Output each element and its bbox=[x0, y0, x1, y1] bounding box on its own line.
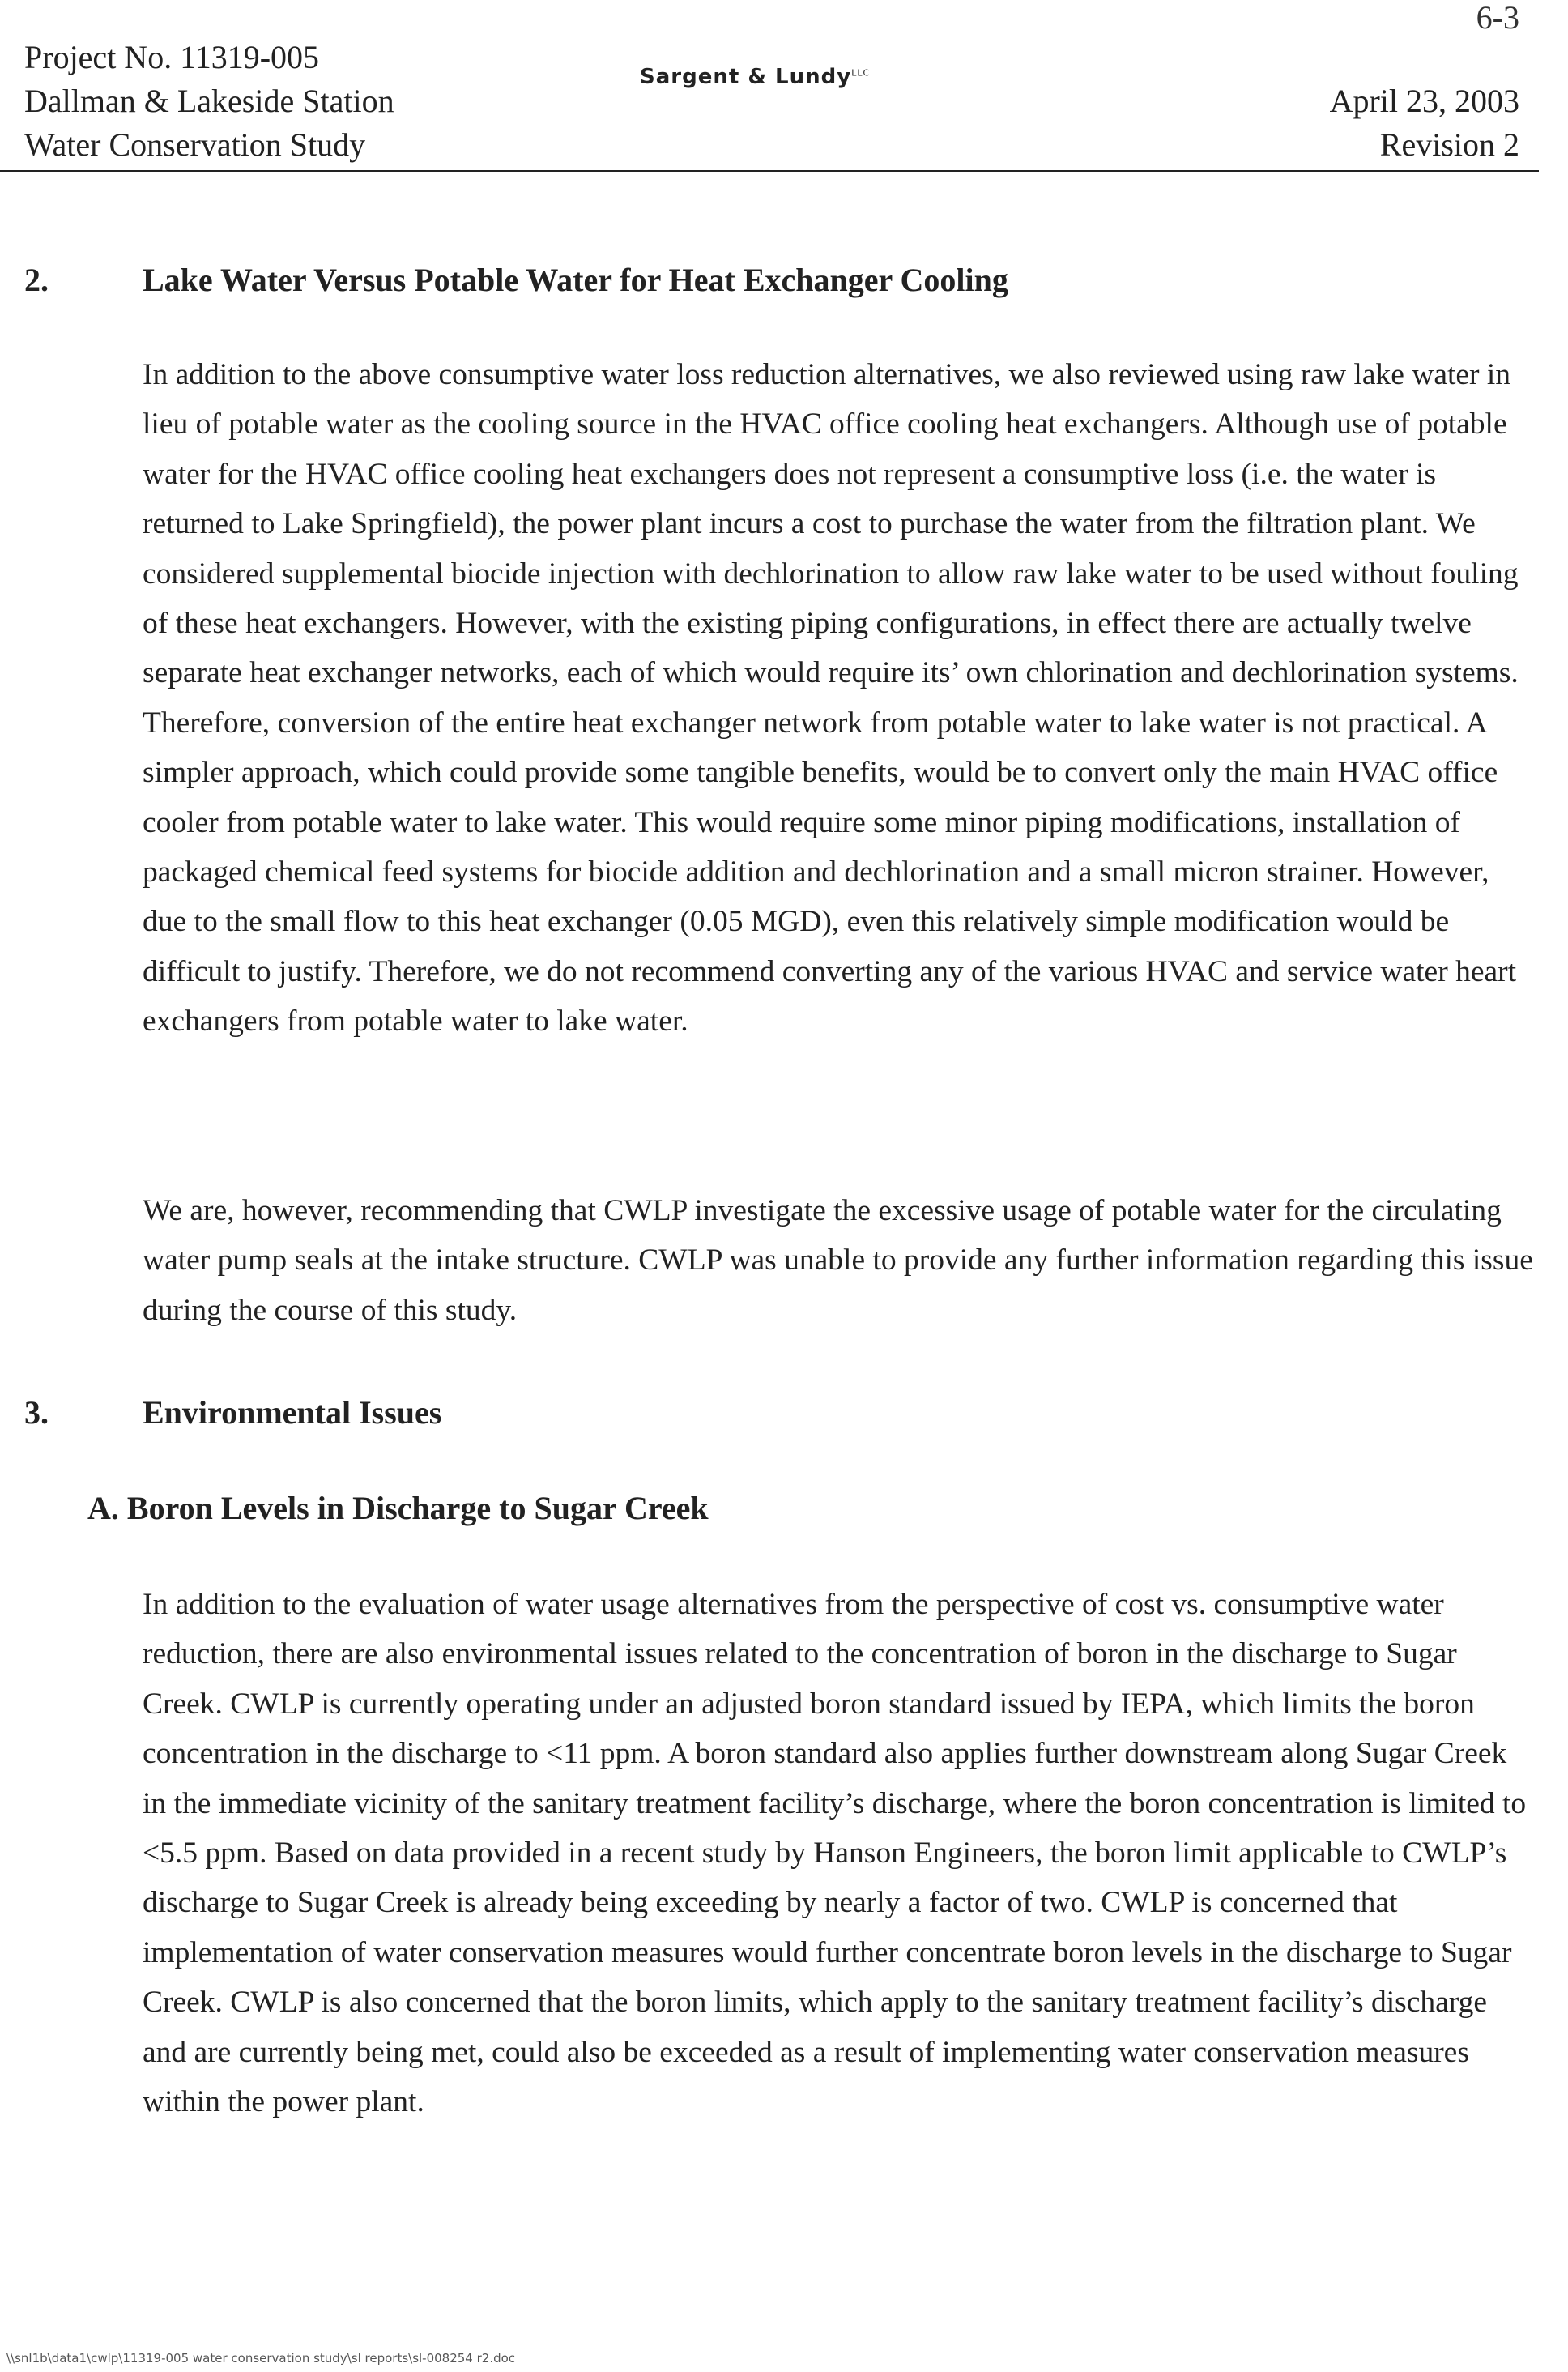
revision-label: Revision 2 bbox=[1379, 126, 1519, 163]
section-3-title: Environmental Issues bbox=[143, 1394, 442, 1431]
section-3-number: 3. bbox=[24, 1394, 49, 1431]
page-header bbox=[0, 36, 1568, 165]
logo-text: Sargent & Lundy bbox=[640, 65, 852, 89]
section-2-heading bbox=[24, 261, 1482, 301]
header-right-block bbox=[1330, 79, 1519, 167]
header-divider bbox=[0, 170, 1539, 172]
section-2-number: 2. bbox=[24, 262, 49, 298]
station-name: Dallman & Lakeside Station bbox=[24, 83, 394, 119]
section-3-heading bbox=[24, 1393, 1482, 1434]
page-number: 6-3 bbox=[1476, 0, 1519, 36]
file-path-footer: \\snl1b\data1\cwlp\11319-005 water conservation study\sl reports\sl-008254 r2.doc bbox=[6, 2351, 516, 2366]
study-name: Water Conservation Study bbox=[24, 126, 366, 163]
logo-suffix: LLC bbox=[851, 67, 871, 79]
subsection-a-heading: A. Boron Levels in Discharge to Sugar Creek bbox=[87, 1490, 709, 1526]
project-number: Project No. 11319-005 bbox=[24, 39, 320, 75]
section-2-paragraph-2: We are, however, recommending that CWLP investigate the excessive usage of potable water for the circulating water pump seals at the intake structure. CWLP was unable to provide any further information regarding this issue during the course of this study. bbox=[143, 1194, 1533, 1327]
subsection-a-paragraph: In addition to the evaluation of water usage alternatives from the perspective of cost vs. consumptive water reduction, there are also environmental issues related to the concentration of boron in the discharge to Sugar Creek. CWLP is currently operating under an adjusted boron standard issued by IEPA, which limits the boron concentration in the discharge to <11 ppm. A boron standard also applies further downstream along Sugar Creek in the immediate vicinity of the sanitary treatment facility’s discharge, where the boron concentration is limited to <5.5 ppm. Based on data provided in a recent study by Hanson Engineers, the boron limit applicable to CWLP’s discharge to Sugar Creek is already being exceeding by nearly a factor of two. CWLP is concerned that implementation of water conservation measures would further concentrate boron levels in the discharge to Sugar Creek. CWLP is also concerned that the boron limits, which apply to the sanitary treatment facility’s discharge and are currently being met, could also be exceeded as a result of implementing water conservation measures within the power plant. bbox=[143, 1588, 1527, 2119]
company-logo bbox=[640, 65, 870, 89]
header-left-block bbox=[24, 36, 394, 167]
section-2-paragraph-1: In addition to the above consumptive water loss reduction alternatives, we also reviewed using raw lake water in lieu of potable water as the cooling source in the HVAC office cooling heat exchangers. Although use of potable water for the HVAC office cooling heat exchangers does not represent a consumptive loss (i.e. the water is returned to Lake Springfield), the power plant incurs a cost to purchase the water from the filtration plant. We considered supplemental biocide injection with dechlorination to allow raw lake water to be used without fouling of these heat exchangers. However, with the existing piping configurations, in effect there are actually twelve separate heat exchanger networks, each of which would require its’ own chlorination and dechlorination systems. Therefore, conversion of the entire heat exchanger network from potable water to lake water is not practical. A simpler approach, which could provide some tangible benefits, would be to convert only the main HVAC office cooler from potable water to lake water. This would require some minor piping modifications, installation of packaged chemical feed systems for biocide addition and dechlorination and a small micron strainer. However, due to the small flow to this heat exchanger (0.05 MGD), even this relatively simple modification would be difficult to justify. Therefore, we do not recommend converting any of the various HVAC and service water heart exchangers from potable water to lake water. bbox=[143, 358, 1519, 1039]
document-date: April 23, 2003 bbox=[1329, 83, 1519, 119]
section-2-title: Lake Water Versus Potable Water for Heat Exchanger Cooling bbox=[143, 262, 1008, 298]
